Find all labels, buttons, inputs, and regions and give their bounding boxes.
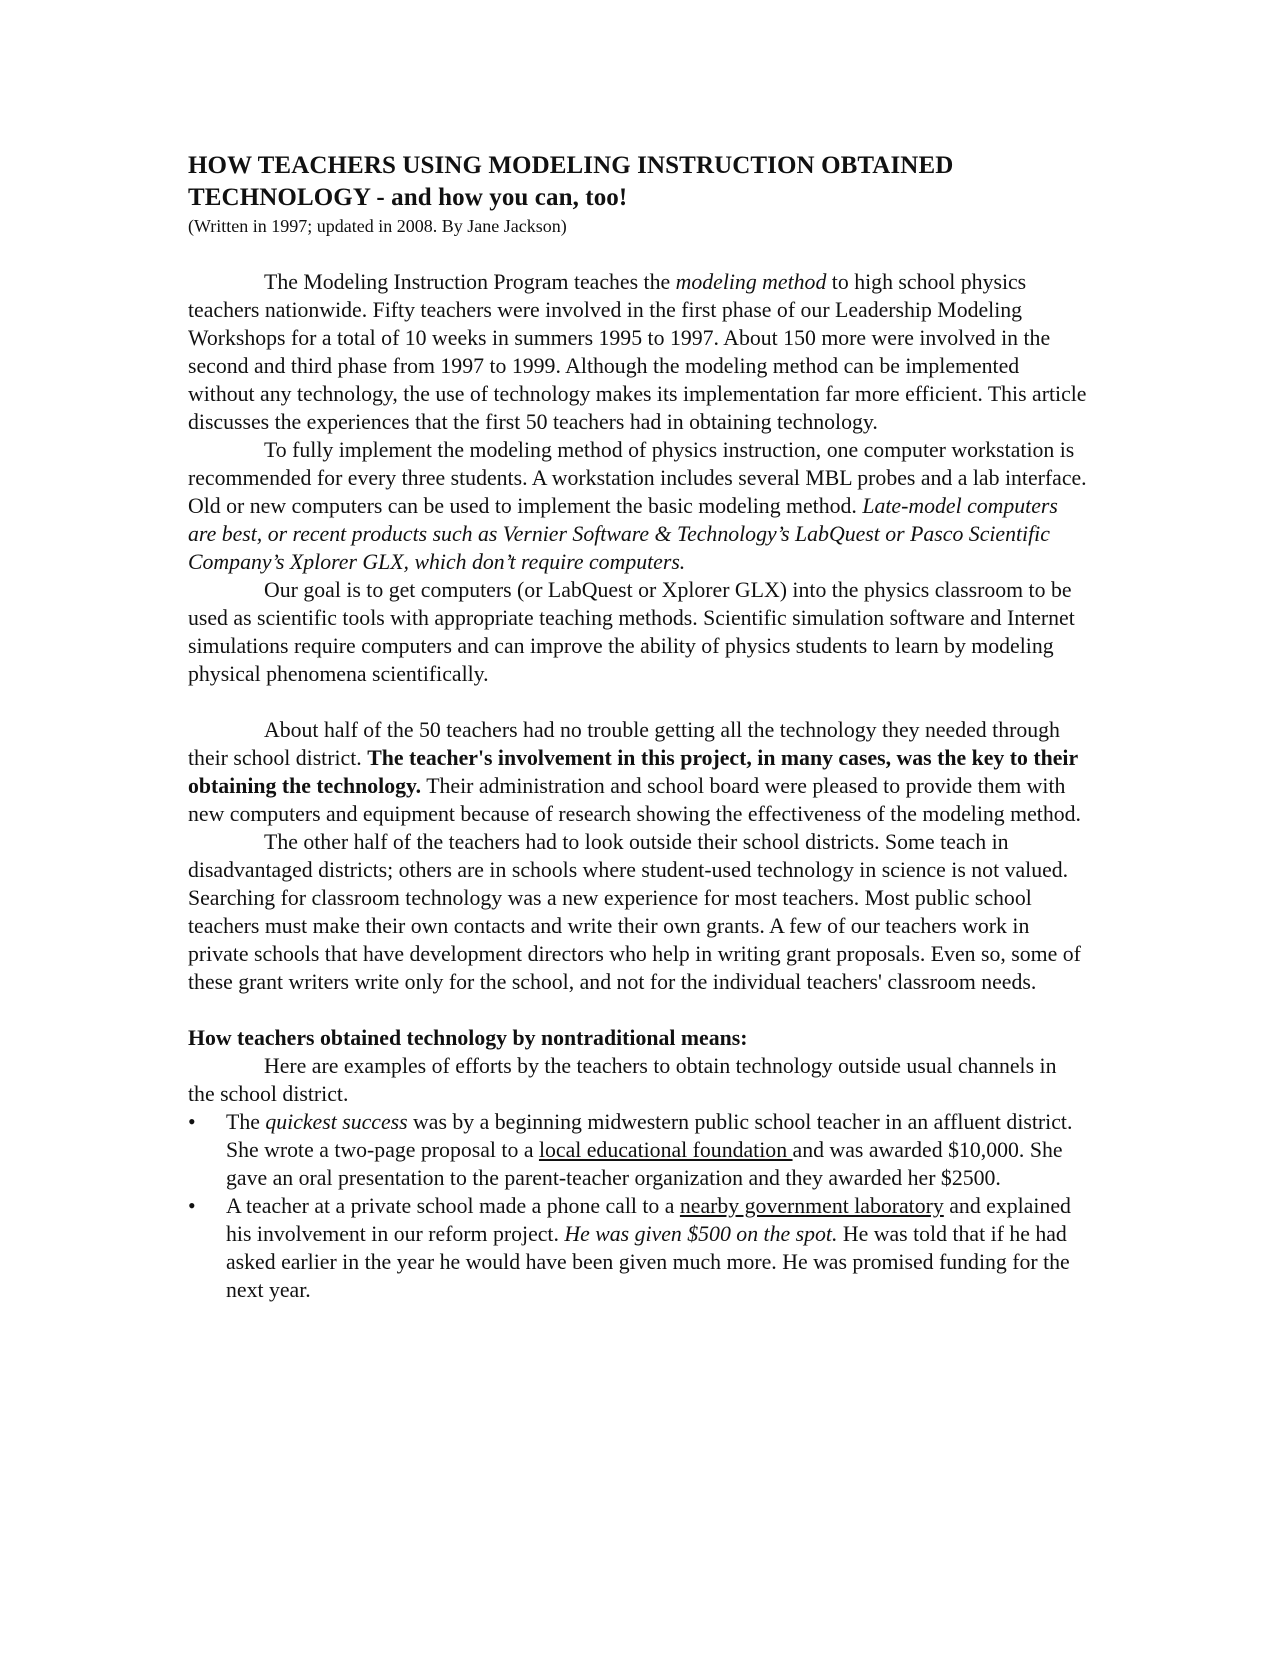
paragraph-5: The other half of the teachers had to look outside their school districts. Some teach in disadvantaged districts; others are in schools where student-used technology in science is not valued. Searching for classroom technology was a new experience for most teachers. Most public school teachers must make their own contacts and write their own grants. A few of our teachers work in private schools that have development directors who help in writing grant proposals. Even so, some of these grant writers write only for the school, and not for the individual teachers' classroom needs. xyxy=(188,830,1081,994)
section-heading: How teachers obtained technology by nontraditional means: xyxy=(188,1026,748,1050)
paragraph-4-bold: The teacher's involvement in this project, in many cases, was the key to their obtaining the technology. xyxy=(188,746,1078,798)
document-subtitle: (Written in 1997; updated in 2008. By Jane Jackson) xyxy=(188,216,567,236)
bullet-2-text-e: He was told that if he had asked earlier in the year he would have been given much more. He was promised funding for the next year. xyxy=(226,1222,1070,1302)
paragraph-6: Here are examples of efforts by the teachers to obtain technology outside usual channels in the school district. xyxy=(188,1054,1057,1106)
bullet-2-text-a: A teacher at a private school made a phone call to a xyxy=(226,1194,680,1218)
document-title: HOW TEACHERS USING MODELING INSTRUCTION OBTAINED TECHNOLOGY - and how you can, too! xyxy=(188,152,954,211)
paragraph-2-emphasis: Late-model computers are best, or recent products such as Vernier Software & Technology’s LabQuest or Pasco Scientific Company’s Xplorer GLX, which don’t require computers. xyxy=(188,494,1058,574)
paragraph-4 xyxy=(188,716,1088,828)
paragraph-3: Our goal is to get computers (or LabQuest or Xplorer GLX) into the physics classroom to be used as scientific tools with appropriate teaching methods. Scientific simulation software and Internet simulations require computers and can improve the ability of physics students to learn by modeling physical phenomena scientifically. xyxy=(188,578,1075,686)
paragraph-2-text-a: To fully implement the modeling method of physics instruction, one computer workstation is recommended for every three students. A workstation includes several MBL probes and a lab interface. Old or new computers can be used to implement the basic modeling method. xyxy=(188,438,1087,518)
document-body xyxy=(188,268,1088,1304)
document-page xyxy=(188,150,1088,1304)
paragraph-1-text-a: The Modeling Instruction Program teaches the xyxy=(264,270,676,294)
bullet-1-text-e: and was awarded $10,000. She gave an oral presentation to the parent-teacher organization and they awarded her $2500. xyxy=(226,1138,1063,1190)
bullet-marker: • xyxy=(188,1110,196,1134)
examples-list xyxy=(188,1108,1088,1304)
bullet-1-text-c: was by a beginning midwestern public school teacher in an affluent district. She wrote a two-page proposal to a xyxy=(226,1110,1073,1162)
link-nearby-government-laboratory[interactable]: nearby government laboratory xyxy=(679,1194,944,1218)
paragraph-spacer xyxy=(188,996,1088,1024)
paragraph-4-text-a: About half of the 50 teachers had no trouble getting all the technology they needed through their school district. xyxy=(188,718,1060,770)
paragraph-1-emphasis: modeling method xyxy=(675,270,827,294)
bullet-marker: • xyxy=(188,1194,196,1218)
list-item xyxy=(188,1192,1088,1304)
bullet-1-text-a: The xyxy=(226,1110,266,1134)
paragraph-1 xyxy=(188,268,1088,436)
paragraph-1-text-c: to high school physics teachers nationwide. Fifty teachers were involved in the first phase of our Leadership Modeling Workshops for a total of 10 weeks in summers 1995 to 1997. About 150 more were involved in the second and third phase from 1997 to 1999. Although the modeling method can be implemented without any technology, the use of technology makes its implementation far more efficient. This article discusses the experiences that the first 50 teachers had in obtaining technology. xyxy=(188,270,1087,434)
list-item xyxy=(188,1108,1088,1192)
link-local-educational-foundation[interactable]: local educational foundation xyxy=(538,1138,793,1162)
paragraph-4-text-c: Their administration and school board were pleased to provide them with new computers and equipment because of research showing the effectiveness of the modeling method. xyxy=(188,774,1081,826)
bullet-2-text-c: and explained his involvement in our reform project. xyxy=(226,1194,1071,1246)
bullet-1-emphasis: quickest success xyxy=(265,1110,408,1134)
bullet-2-emphasis: He was given $500 on the spot. xyxy=(564,1222,838,1246)
paragraph-2 xyxy=(188,436,1088,576)
paragraph-spacer xyxy=(188,688,1088,716)
